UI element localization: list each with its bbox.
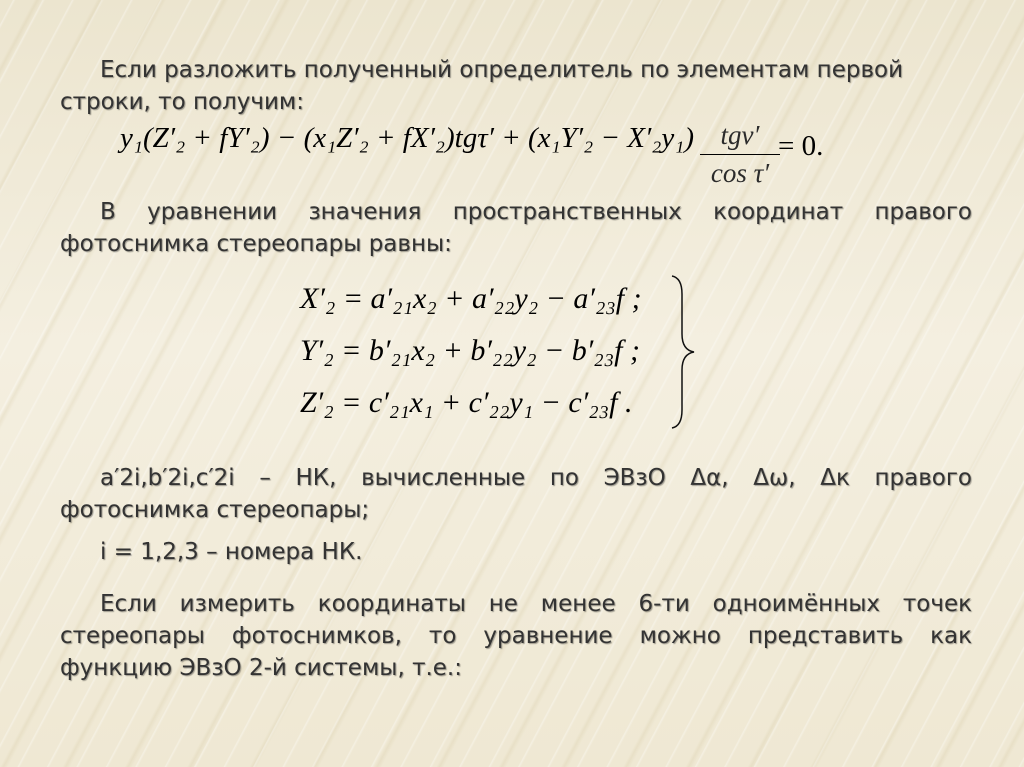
index-text: i = 1,2,3 – номера НК. (100, 539, 363, 565)
coplanarity-equation: y₁(Z′₂ + fY′₂) − (x₁Z′₂ + fX′₂)tgτ′ + (x₁Y′₂ − X′₂y₁) (120, 122, 694, 154)
fraction-numerator: tgν′ (720, 120, 760, 150)
nk-text: a′2i,b′2i,c′2i – НК, вычисленные по ЭВзО Δα, Δω, Δк правого фотоснимка стереопары; (60, 465, 972, 523)
intro-text: Если разложить полученный определитель по элементам первой строки, то получим: (60, 57, 904, 115)
system-line-z: Z′₂ = c′₂₁x₁ + c′₂₂y₁ − c′₂₃f . (300, 386, 633, 419)
system-brace (668, 272, 698, 432)
coords-paragraph (60, 196, 972, 260)
nk-paragraph (60, 462, 972, 526)
system-line-y: Y′₂ = b′₂₁x₂ + b′₂₂y₂ − b′₂₃f ; (300, 334, 640, 367)
final-paragraph (60, 588, 972, 684)
index-paragraph (60, 536, 972, 568)
fraction-bar (700, 154, 780, 155)
final-text: Если измерить координаты не менее 6-ти одноимённых точек стереопары фотоснимков, то уравнение можно представить как функцию ЭВзО 2-й системы, т.е.: (60, 591, 972, 681)
system-line-x: X′₂ = a′₂₁x₂ + a′₂₂y₂ − a′₂₃f ; (300, 282, 642, 315)
coords-text: В уравнении значения пространственных координат правого фотоснимка стереопары равны: (60, 199, 972, 257)
intro-paragraph (60, 54, 972, 118)
equation-fraction (700, 118, 780, 189)
equation-rhs: = 0. (778, 130, 824, 162)
fraction-denominator: cos τ′ (710, 158, 770, 188)
